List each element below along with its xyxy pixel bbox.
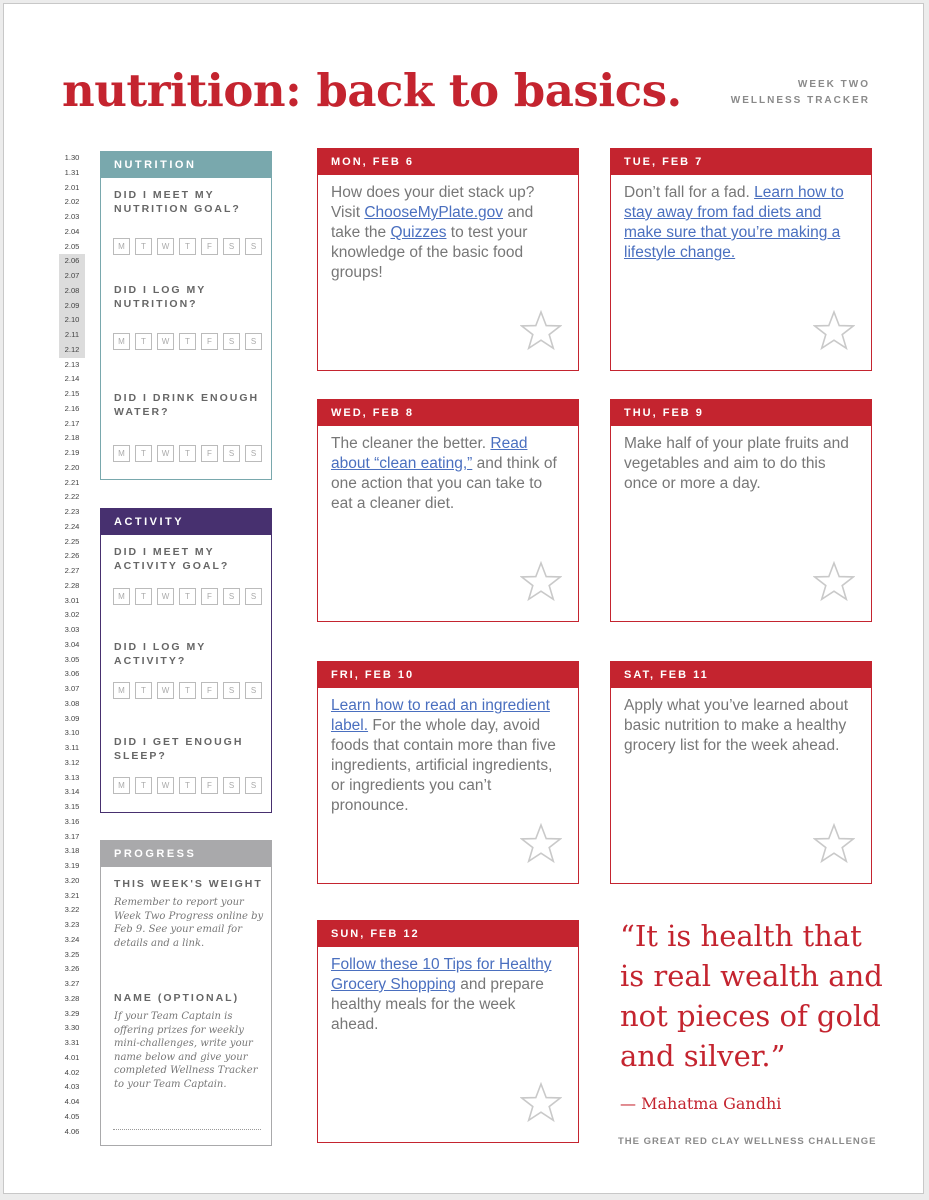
day-card-text-segment: How does your diet stack up? Visit [331,184,535,221]
weekday-checkbox-row [113,777,267,794]
day-card-text [318,947,578,1035]
day-card-text-segment: Apply what you’ve learned about basic nutrition to make a healthy grocery list for the week ahead. [624,697,849,754]
day-card-text [318,688,578,816]
date-label: 2.21 [64,477,80,487]
day-card-header: TUE, FEB 7 [611,149,871,175]
date-label: 2.26 [64,551,80,561]
weekday-checkbox[interactable]: S [223,238,240,255]
date-label: 3.27 [64,979,80,988]
date-label: 2.01 [64,182,80,192]
weekday-checkbox[interactable]: T [179,682,196,699]
weekday-checkbox-row [113,682,267,699]
date-column [59,151,85,1139]
date-label: 2.22 [64,492,80,502]
star-icon[interactable] [813,823,855,865]
date-label: 3.28 [64,993,80,1003]
date-label: 3.26 [64,964,80,974]
day-card-text-segment: and take the [331,204,534,241]
date-label: 2.10 [59,313,85,328]
date-label: 1.30 [64,153,80,162]
weekday-checkbox[interactable]: W [157,238,174,255]
day-card [317,148,579,371]
weekday-checkbox[interactable]: T [179,333,196,350]
day-card [610,148,872,371]
weekday-checkbox[interactable]: W [157,682,174,699]
weekday-checkbox[interactable]: F [201,777,218,794]
weekday-checkbox[interactable]: S [223,445,240,462]
weekday-checkbox[interactable]: S [223,682,240,699]
date-label: 2.17 [64,418,80,428]
weekday-checkbox[interactable]: M [113,777,130,794]
weekday-checkbox[interactable]: F [201,682,218,699]
day-card-text [611,175,871,263]
date-label: 3.19 [64,861,80,870]
date-label: 3.14 [64,787,80,797]
star-icon[interactable] [813,561,855,603]
date-label: 3.21 [64,890,80,900]
day-card-text [611,426,871,494]
day-card-text-segment: Don’t fall for a fad. [624,184,755,201]
day-card-text-segment: to test your knowledge of the basic food groups! [331,224,528,281]
date-label: 2.03 [64,212,80,221]
week-number: WEEK TWO [797,79,870,90]
weekday-checkbox[interactable]: W [157,445,174,462]
day-card-text-segment: and prepare healthy meals for the week ahead. [331,976,544,1033]
weekday-checkbox[interactable]: F [201,588,218,605]
name-note: If your Team Captain is offering prizes for weekly mini-challenges, write your name below and give your completed Wellness Tracker to your Team Captain. [114,1011,258,1090]
date-label: 2.24 [64,521,80,531]
date-label: 3.05 [64,654,80,664]
date-label: 3.03 [64,625,80,634]
weekday-checkbox[interactable]: S [245,333,262,350]
weekday-checkbox[interactable]: M [113,333,130,350]
weekday-checkbox[interactable]: S [245,588,262,605]
day-card [317,920,579,1143]
date-label: 3.04 [64,639,80,649]
weekday-checkbox[interactable]: T [179,588,196,605]
star-icon[interactable] [520,310,562,352]
date-label: 3.08 [64,698,80,708]
day-card-header: FRI, FEB 10 [318,662,578,688]
weekday-checkbox[interactable]: M [113,238,130,255]
date-label: 2.25 [64,536,80,546]
day-card [317,661,579,884]
date-label: 2.12 [59,343,85,358]
date-label: 4.03 [64,1082,80,1092]
day-card-link[interactable]: Learn how to stay away from fad diets and make sure that you’re making a lifestyle change. [624,184,844,261]
day-card-text [318,426,578,514]
date-label: 2.06 [59,254,85,269]
date-label: 3.30 [64,1023,80,1033]
weekday-checkbox[interactable]: S [245,682,262,699]
date-label: 3.22 [64,905,80,915]
footer: THE GREAT RED CLAY WELLNESS CHALLENGE [618,1136,877,1147]
activity-question: DID I GET ENOUGH SLEEP? [114,736,244,762]
day-card [610,399,872,622]
day-card-header: WED, FEB 8 [318,400,578,426]
progress-tracker [100,840,272,1146]
date-label: 3.20 [64,875,80,885]
day-card-header: MON, FEB 6 [318,149,578,175]
nutrition-question: DID I LOG MY NUTRITION? [114,284,207,310]
date-label: 3.06 [64,669,80,679]
date-label: 2.23 [64,507,80,516]
date-label: 4.02 [64,1067,80,1077]
quote-text: “It is health that is real wealth and not pieces of gold and silver.” [620,919,883,1073]
date-label: 4.05 [64,1111,80,1121]
weekday-checkbox[interactable]: F [201,333,218,350]
date-label: 2.07 [59,269,85,284]
date-label: 3.25 [64,949,80,959]
star-icon[interactable] [520,561,562,603]
date-label: 2.13 [64,359,80,369]
date-label: 3.01 [64,595,80,605]
date-label: 2.14 [64,374,80,384]
weekday-checkbox[interactable]: T [135,445,152,462]
date-label: 3.12 [64,757,80,767]
weekday-checkbox[interactable]: T [179,445,196,462]
date-label: 2.04 [64,226,80,236]
date-label: 3.29 [64,1008,80,1018]
weekday-checkbox[interactable]: T [135,333,152,350]
weekday-checkbox[interactable]: M [113,445,130,462]
page-title: nutrition: back to basics. [62,64,682,117]
day-card-header: SAT, FEB 11 [611,662,871,688]
day-card-text-segment: and think of one action that you can take to eat a cleaner diet. [331,455,557,512]
date-label: 2.19 [64,448,80,457]
date-label: 1.31 [64,167,80,177]
date-label: 3.16 [64,816,80,826]
date-label: 2.18 [64,433,80,443]
weekday-checkbox-row [113,238,267,255]
date-label: 3.31 [64,1038,80,1047]
activity-question: DID I LOG MY ACTIVITY? [114,641,207,667]
weekday-checkbox-row [113,588,267,605]
nutrition-tracker [100,151,272,480]
date-label: 2.09 [59,299,85,314]
day-card-link[interactable]: ChooseMyPlate.gov [364,204,504,221]
date-label: 2.28 [64,580,80,590]
date-label: 2.15 [64,389,80,398]
week-label [731,77,870,109]
date-label: 2.02 [64,197,80,207]
date-label: 2.20 [64,462,80,472]
date-label: 3.11 [64,743,80,752]
day-card-header: SUN, FEB 12 [318,921,578,947]
date-label: 3.17 [64,831,80,841]
weekday-checkbox[interactable]: S [223,588,240,605]
star-icon[interactable] [813,310,855,352]
day-card-text-segment: The cleaner the better. [331,435,491,452]
weekday-checkbox[interactable]: W [157,588,174,605]
weekday-checkbox[interactable]: M [113,682,130,699]
date-label: 3.13 [64,772,80,782]
star-icon[interactable] [520,1082,562,1124]
weekday-checkbox[interactable]: W [157,333,174,350]
activity-question: DID I MEET MY ACTIVITY GOAL? [114,546,230,572]
date-label: 3.18 [64,846,80,856]
weekday-checkbox[interactable]: T [135,777,152,794]
name-title: NAME (OPTIONAL) [114,992,240,1004]
weight-note: Remember to report your Week Two Progress online by Feb 9. See your email for details and a link. [114,897,264,949]
day-card-link[interactable]: Follow these 10 Tips for Healthy Grocery Shopping [331,956,552,993]
star-icon[interactable] [520,823,562,865]
name-signature-line[interactable] [113,1129,261,1130]
day-card-header: THU, FEB 9 [611,400,871,426]
date-label: 2.11 [59,328,85,343]
date-label: 3.02 [64,610,80,620]
weekday-checkbox[interactable]: F [201,445,218,462]
weight-title: THIS WEEK'S WEIGHT [114,878,263,890]
weekday-checkbox[interactable]: S [223,777,240,794]
weekday-checkbox[interactable]: S [245,445,262,462]
date-label: 2.27 [64,566,80,575]
weekday-checkbox[interactable]: S [245,238,262,255]
date-label: 3.09 [64,713,80,723]
activity-tracker [100,508,272,813]
day-card-text-segment: For the whole day, avoid foods that contain more than five ingredients, artificial ingredients, or ingredients you can’t pronounce. [331,717,556,814]
weekday-checkbox[interactable]: S [223,333,240,350]
date-label: 3.23 [64,920,80,929]
date-label: 2.16 [64,403,80,413]
date-label: 3.10 [64,728,80,738]
date-label: 4.06 [64,1126,80,1136]
weekday-checkbox-row [113,445,267,462]
weekday-checkbox[interactable]: M [113,588,130,605]
weekday-checkbox[interactable]: T [179,238,196,255]
weekday-checkbox[interactable]: T [135,238,152,255]
weekday-checkbox[interactable]: S [245,777,262,794]
weekday-checkbox[interactable]: T [135,588,152,605]
day-card-link[interactable]: Read about “clean eating,” [331,435,528,472]
day-card [610,661,872,884]
day-card-link[interactable]: Learn how to read an ingredient label. [331,697,550,734]
date-label: 3.15 [64,802,80,811]
nutrition-question: DID I DRINK ENOUGH WATER? [114,392,260,418]
day-card-link[interactable]: Quizzes [390,224,447,241]
weekday-checkbox[interactable]: T [135,682,152,699]
date-label: 2.08 [59,284,85,299]
quote-author: — Mahatma Gandhi [620,1094,782,1113]
day-card-text [318,175,578,283]
nutrition-header: NUTRITION [101,152,271,178]
activity-header: ACTIVITY [101,509,271,535]
date-label: 2.05 [64,241,80,251]
weekday-checkbox[interactable]: W [157,777,174,794]
day-card [317,399,579,622]
date-label: 4.01 [64,1052,80,1062]
date-label: 4.04 [64,1097,80,1106]
weekday-checkbox[interactable]: F [201,238,218,255]
day-card-text [611,688,871,756]
weekday-checkbox[interactable]: T [179,777,196,794]
nutrition-question: DID I MEET MY NUTRITION GOAL? [114,189,241,215]
date-label: 3.24 [64,934,80,944]
progress-header: PROGRESS [101,841,271,867]
page [3,3,924,1194]
date-label: 3.07 [64,684,80,693]
day-card-text-segment: Make half of your plate fruits and vegetables and aim to do this once or more a day. [624,435,849,492]
weekday-checkbox-row [113,333,267,350]
tracker-subtitle: WELLNESS TRACKER [730,95,870,106]
